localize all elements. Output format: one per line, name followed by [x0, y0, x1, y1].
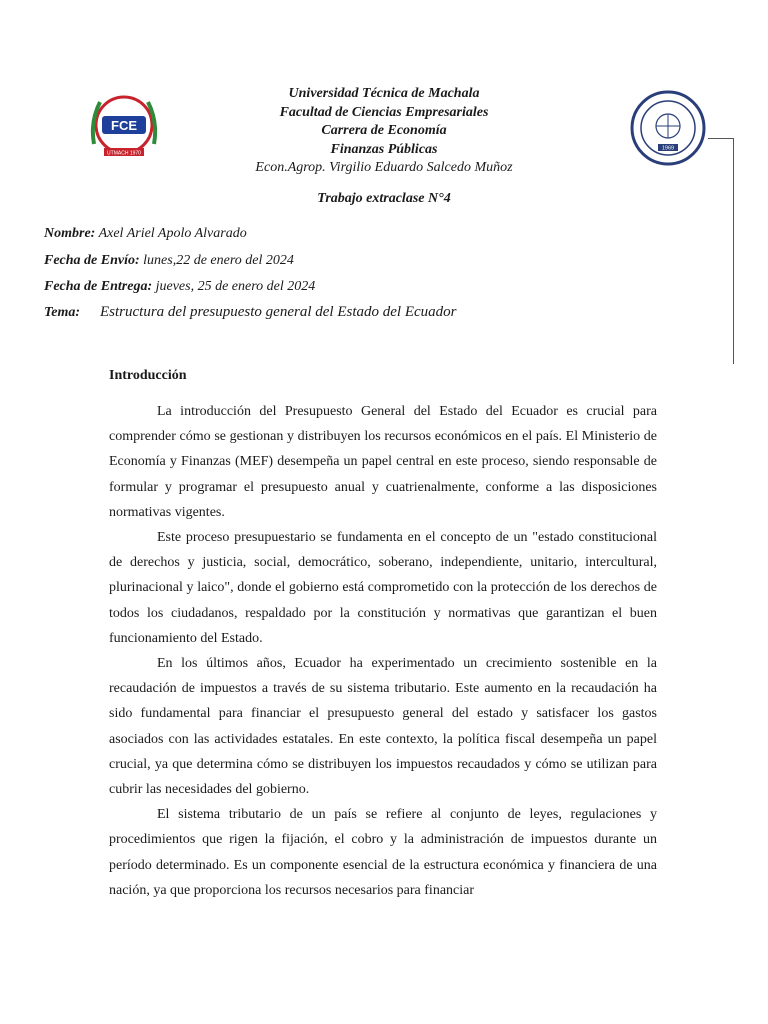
- course-name: Finanzas Públicas: [330, 141, 438, 157]
- paragraph: Este proceso presupuestario se fundamenta en el concepto de un "estado constitucional de derechos y justicia, social, democrático, soberano, independiente, unitario, intercultural, plurinacional y laico", donde el gobierno está comprometido con la protección de los derechos de todos los ciudadanos, respaldado por la constitución y normativas que garantizan el buen funcionamiento del Estado.: [109, 530, 657, 646]
- student-name-line: [44, 226, 247, 242]
- sent-date-line: [44, 253, 294, 269]
- professor-name: Econ.Agrop. Virgilio Eduardo Salcedo Muñoz: [255, 160, 513, 175]
- topic-value: Estructura del presupuesto general del Estado del Ecuador: [100, 304, 457, 320]
- faculty-logo-ribbon: UTMACH 1970: [107, 150, 141, 157]
- university-name: Universidad Técnica de Machala: [288, 86, 480, 101]
- sent-date-label: Fecha de Envío:: [44, 253, 140, 268]
- margin-rule-top: [708, 138, 734, 139]
- delivery-date-label: Fecha de Entrega:: [44, 279, 153, 294]
- topic-line: [44, 304, 456, 321]
- student-name-value: Axel Ariel Apolo Alvarado: [95, 226, 247, 241]
- delivery-date-value: jueves, 25 de enero del 2024: [152, 279, 316, 294]
- delivery-date-line: [44, 279, 315, 295]
- student-name-label: Nombre:: [44, 226, 96, 241]
- document-header: [180, 85, 588, 178]
- university-seal-year: 1969: [661, 145, 675, 152]
- section-title: Introducción: [109, 368, 187, 383]
- topic-label: Tema:: [44, 305, 81, 320]
- paragraph: En los últimos años, Ecuador ha experimentado un crecimiento sostenible en la recaudación de impuestos a través de su sistema tributario. Este aumento en la recaudación ha sido fundamental para financiar el presupuesto general del estado y satisfacer los gastos asociados con las actividades estatales. En este contexto, la política fiscal desempeña un papel crucial, ya que determina cómo se distribuyen los impuestos recaudados y cómo se utilizan para cubrir las necesidades del gobierno.: [109, 656, 657, 798]
- paragraph: La introducción del Presupuesto General del Estado del Ecuador es crucial para comprender cómo se gestionan y distribuyen los recursos económicos en el país. El Ministerio de Economía y Finanzas (MEF) desempeña un papel central en este proceso, siendo responsable de formular y programar el presupuesto anual y cuatrienalmente, conforme a las disposiciones normativas vigentes.: [109, 404, 657, 520]
- margin-rule: [733, 138, 734, 364]
- faculty-logo: [86, 92, 162, 162]
- paragraph: El sistema tributario de un país se refiere al conjunto de leyes, regulaciones y procedimientos que rigen la fijación, el cobro y la administración de impuestos durante un período determinado. Es un componente esencial de la estructura económica y financiera de una nación, ya que proporciona los recursos necesarios para financiar: [109, 807, 657, 898]
- sent-date-value: lunes,22 de enero del 2024: [139, 253, 294, 268]
- faculty-name: Facultad de Ciencias Empresariales: [279, 104, 489, 120]
- work-title: Trabajo extraclase N°4: [317, 191, 451, 206]
- university-seal: [628, 88, 708, 168]
- career-name: Carrera de Economía: [321, 123, 447, 138]
- body-text: [109, 399, 657, 903]
- faculty-logo-text: FCE: [111, 118, 137, 133]
